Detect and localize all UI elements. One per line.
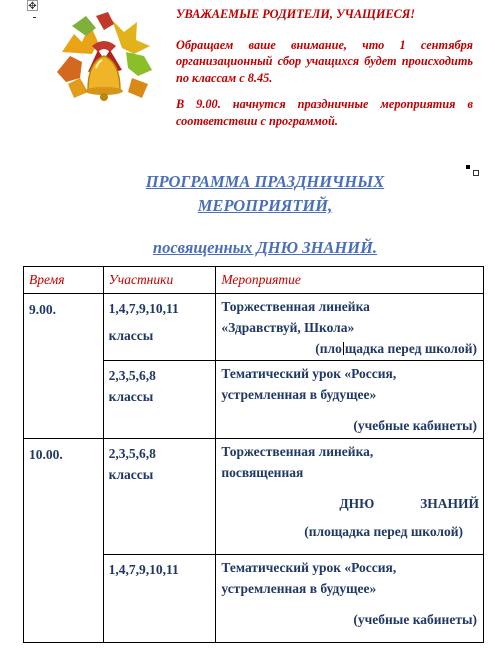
grades-word: классы	[108, 389, 154, 404]
grades-word: классы	[108, 467, 154, 482]
event-word: ДНЮ	[339, 496, 375, 511]
grades-list: 1,4,7,9,10,11	[108, 301, 179, 316]
event-place: (учебные кабинеты)	[353, 612, 477, 627]
program-title	[60, 170, 470, 218]
grades-list: 2,3,5,6,8	[108, 368, 156, 383]
event-line: Торжественная линейка,	[221, 444, 374, 459]
event-words	[221, 493, 483, 514]
parents-notice	[176, 6, 473, 129]
event-place: (учебные кабинеты)	[353, 418, 477, 433]
event-cell	[216, 294, 484, 361]
grades-word: классы	[108, 328, 154, 343]
header-time: Время	[24, 267, 104, 294]
event-line: устремленная в будущее»	[221, 387, 377, 402]
program-title-line-1: ПРОГРАММА ПРАЗДНИЧНЫХ	[145, 172, 385, 191]
grades-list: 2,3,5,6,8	[108, 446, 156, 461]
event-place: (площадка перед школой)	[304, 524, 463, 539]
header-participants: Участники	[103, 267, 216, 294]
notice-paragraph-1: Обращаем ваше внимание, что 1 сентября организационный сбор учащихся будет происходить по классам с 8.45.	[176, 37, 473, 85]
grades-cell	[103, 555, 216, 643]
grades-cell	[103, 361, 216, 439]
table-header-row	[24, 267, 484, 294]
notice-paragraph-2: В 9.00. начнутся праздничные мероприятия в соответствии с программой.	[176, 97, 473, 128]
event-place-part: щадка перед школой)	[344, 341, 477, 356]
event-cell	[216, 439, 484, 555]
text-marker	[33, 17, 36, 18]
event-line: Тематический урок «Россия,	[221, 560, 397, 575]
time-cell: 10.00.	[24, 439, 104, 643]
event-line: устремленная в будущее»	[221, 581, 377, 596]
grades-cell	[103, 294, 216, 361]
notice-greeting: УВАЖАЕМЫЕ РОДИТЕЛИ, УЧАЩИЕСЯ!	[176, 7, 416, 21]
event-line: «Здравствуй, Школа»	[221, 320, 355, 335]
table-row	[24, 439, 484, 555]
table-row	[24, 294, 484, 361]
header-event: Мероприятие	[216, 267, 484, 294]
program-title-line-2: МЕРОПРИЯТИЙ,	[197, 196, 333, 215]
event-line: Тематический урок «Россия,	[221, 366, 397, 381]
grades-cell	[103, 439, 216, 555]
table-move-handle-icon[interactable]: ✥	[28, 1, 37, 12]
event-cell	[216, 555, 484, 643]
event-line: Торжественная линейка	[221, 299, 370, 314]
event-cell	[216, 361, 484, 439]
schedule-table	[23, 266, 484, 643]
event-place	[221, 338, 483, 359]
text-cursor	[343, 342, 344, 355]
time-cell: 9.00.	[24, 294, 104, 439]
event-line: посвященная	[221, 465, 304, 480]
image-resize-handle[interactable]	[473, 170, 479, 176]
event-word: ЗНАНИЙ	[420, 496, 479, 511]
program-subtitle: посвященных ДНЮ ЗНАНИЙ.	[152, 238, 378, 257]
grades-list: 1,4,7,9,10,11	[108, 562, 179, 577]
event-place-part: (пло	[315, 341, 342, 356]
autumn-leaves-bell-icon	[52, 12, 157, 112]
anchor-dot	[466, 165, 470, 169]
